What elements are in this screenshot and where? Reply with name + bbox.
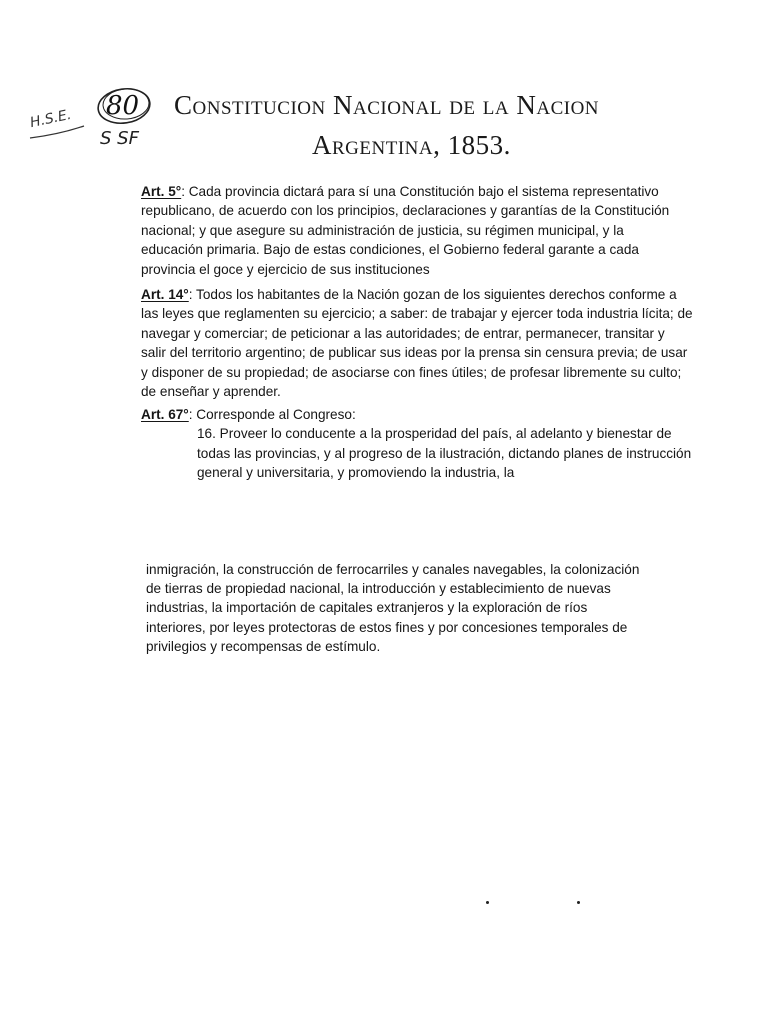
title-line-2: Argentina, 1853. [312, 130, 511, 160]
svg-text:80: 80 [106, 91, 140, 121]
svg-text:H.S.E.: H.S.E. [28, 106, 73, 132]
title-line-1: Constitucion Nacional de la Nacion [174, 90, 600, 120]
scan-speck [577, 901, 580, 904]
scan-speck [486, 901, 489, 904]
article-67-item-16: 16. Proveer lo conducente a la prosperidad del país, al adelanto y bienestar de todas las provincias, y al progreso de la ilustración, dictando planes de instrucción general y universitaria, y promoviendo la industria, la [197, 426, 692, 481]
article-14-heading: Art. 14° [141, 287, 189, 302]
article-67 [141, 405, 701, 483]
article-5 [141, 182, 681, 279]
handwritten-annotation [26, 80, 176, 160]
article-5-text: : Cada provincia dictará para sí una Constitución bajo el sistema representativo republicano, de acuerdo con los principios, declaraciones y garantías de la Constitución nacional; y que asegure su administración de justicia, su régimen municipal, y la educación primaria. Bajo de estas condiciones, el Gobierno federal garante a cada provincia el goce y ejercicio de sus instituciones [141, 184, 670, 277]
article-67-heading: Art. 67° [141, 407, 189, 422]
article-5-heading: Art. 5° [141, 184, 182, 199]
article-14-text: : Todos los habitantes de la Nación gozan de los siguientes derechos conforme a las leyes que reglamenten su ejercicio; a saber: de trabajar y ejercer toda industria lícita; de navegar y comerciar; de peticionar a las autoridades; de entrar, permanecer, transitar y salir del territorio argentino; de publicar sus ideas por la prensa sin censura previa; de usar y disponer de su propiedad; de asociarse con fines útiles; de profesar libremente su culto; de enseñar y aprender. [141, 287, 693, 400]
article-14 [141, 285, 693, 401]
article-67-continuation: inmigración, la construcción de ferrocarriles y canales navegables, la colonización de tierras de propiedad nacional, la introducción y establecimiento de nuevas industrias, la importación de capitales extranjeros y la exploración de ríos interiores, por leyes protectoras de estos fines y por concesiones temporales de privilegios y recompensas de estímulo. [146, 562, 640, 654]
article-67-text: : Corresponde al Congreso: [188, 407, 356, 422]
svg-text:S SF: S SF [100, 128, 139, 149]
handwritten-marks-graphic [26, 80, 176, 160]
